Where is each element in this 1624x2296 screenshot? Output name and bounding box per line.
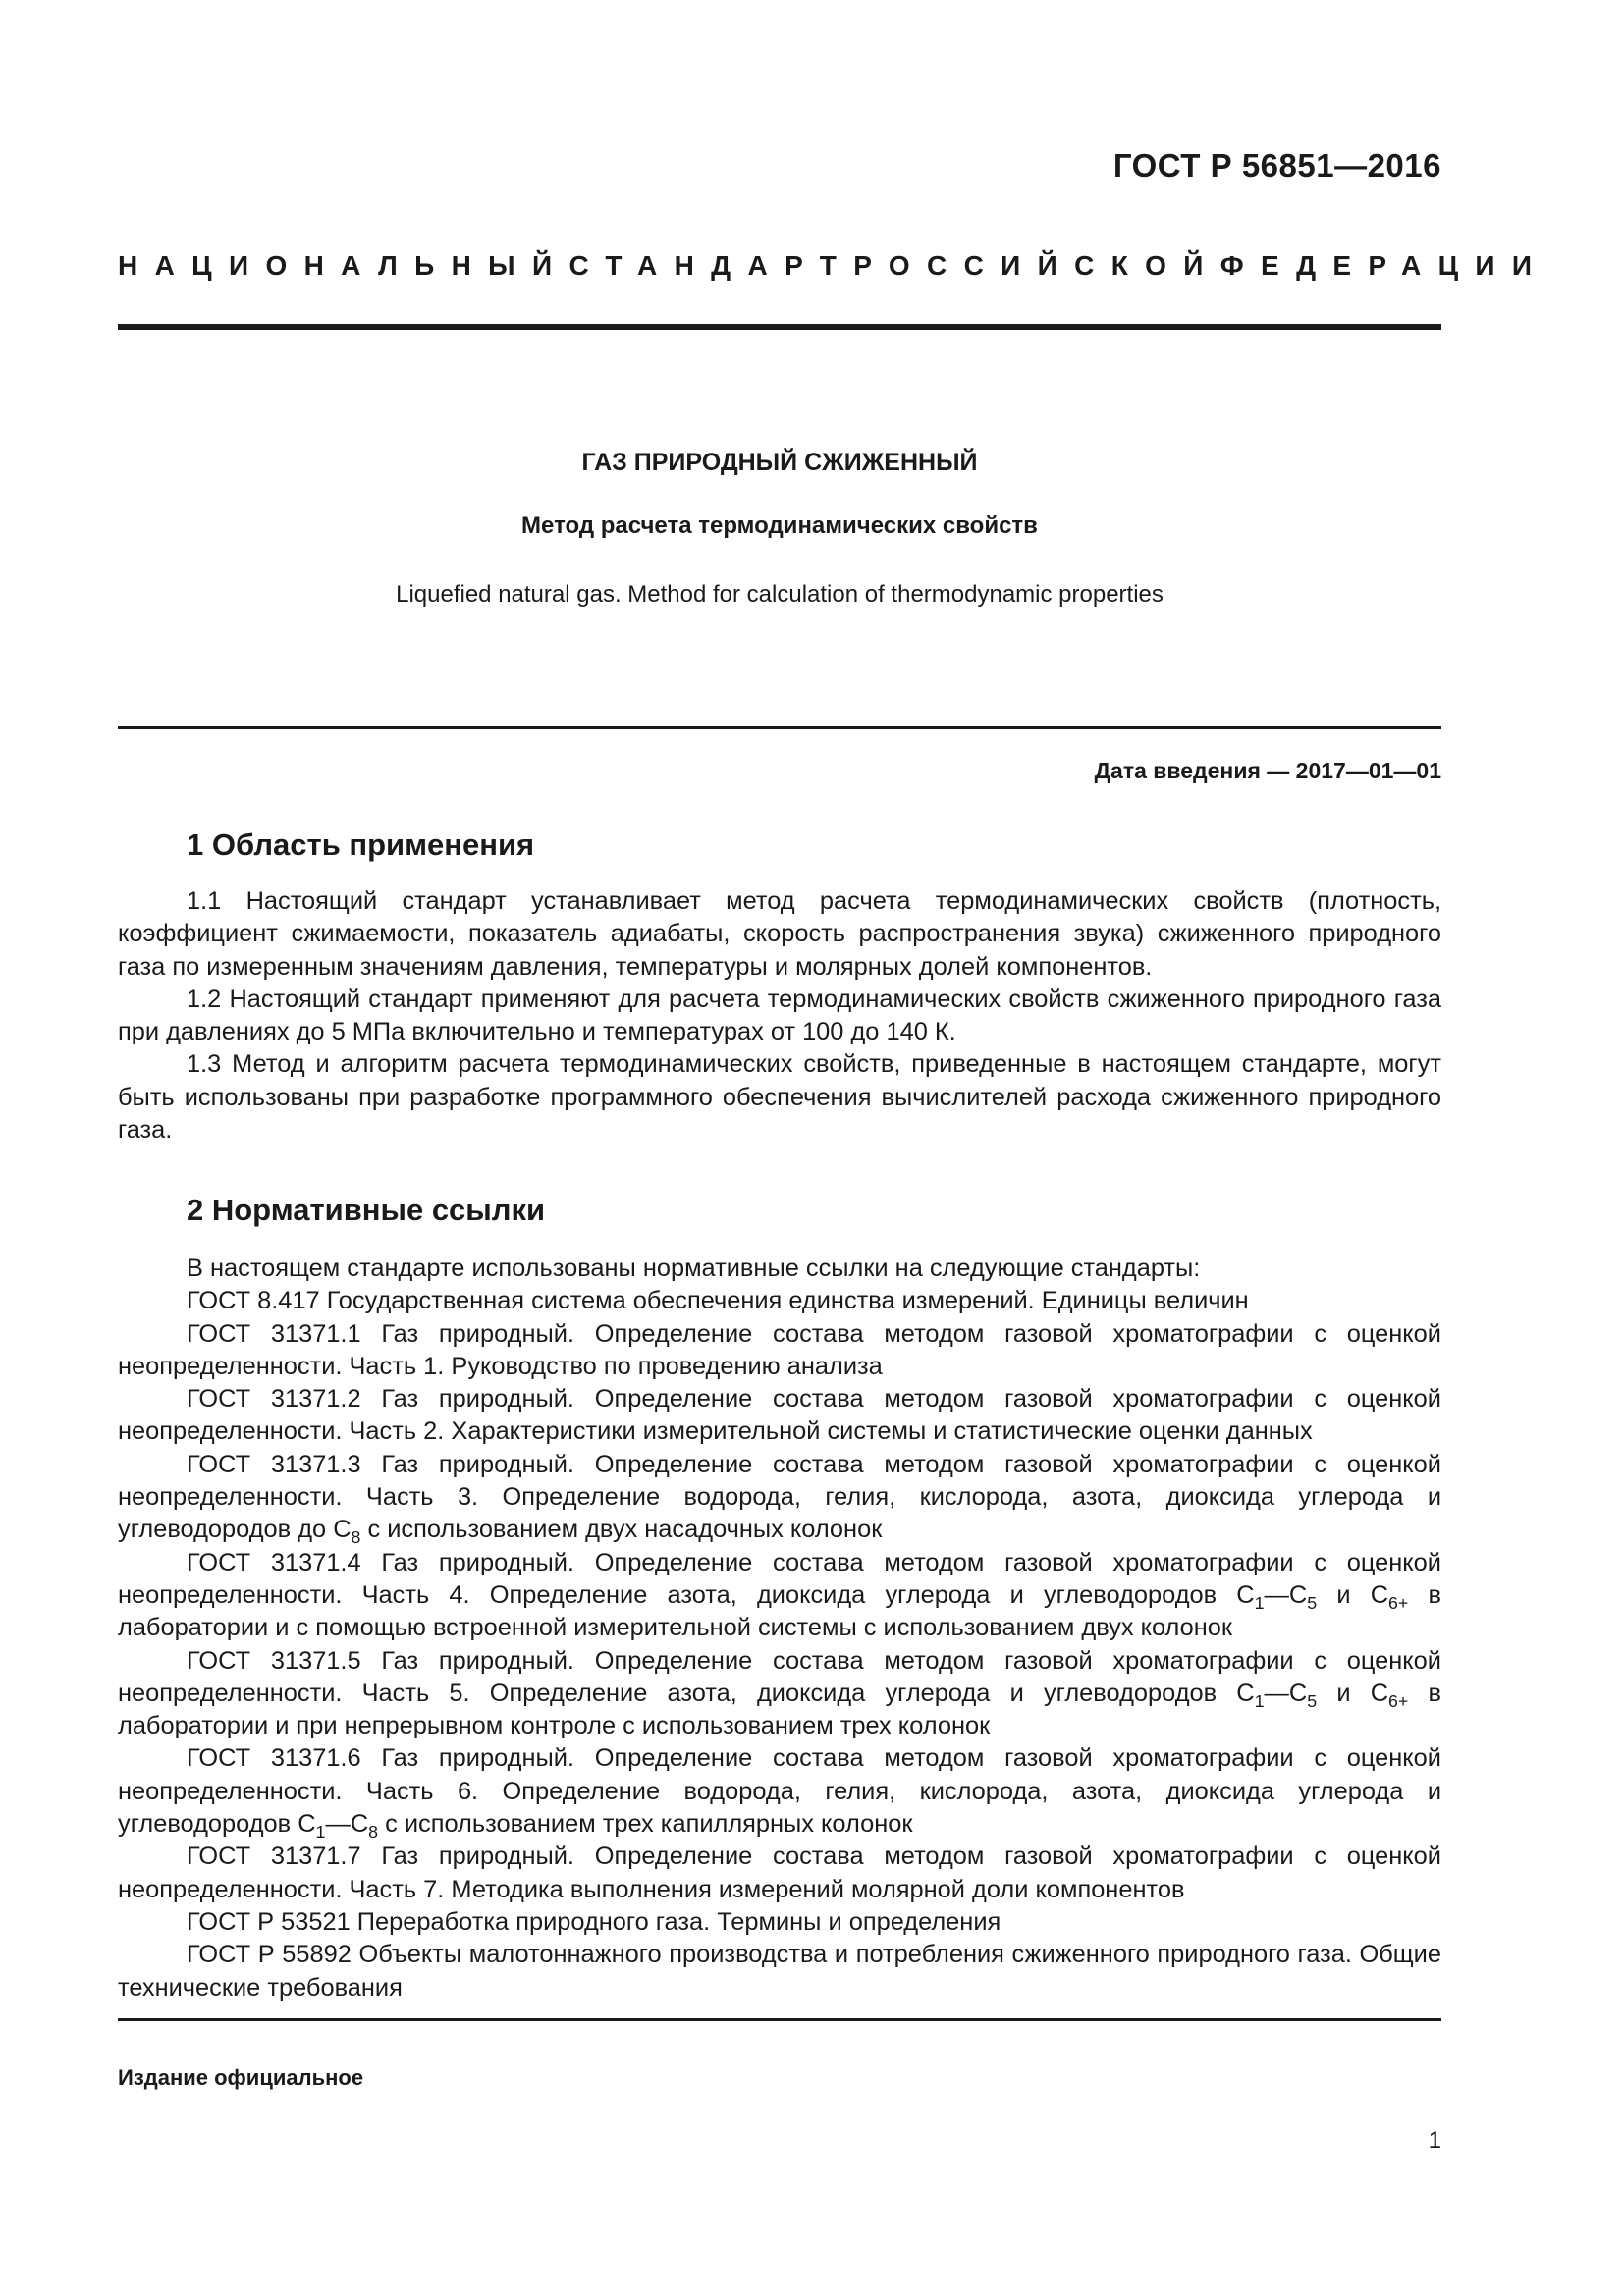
section-1-body (118, 885, 1441, 1147)
edition-label: Издание официальное (118, 2065, 364, 2090)
reference-item: ГОСТ 31371.6 Газ природный. Определение состава методом газовой хроматографии с оценкой неопределенности. Часть 6. Определение водорода, гелия, кислорода, азота, диоксида углерода и углеводородов $C_1—C_8$ с использованием трех капиллярных колонок (118, 1744, 1441, 1842)
national-standard-word: РОССИЙСКОЙ (853, 250, 1220, 281)
national-standard-word: ФЕДЕРАЦИИ (1219, 250, 1549, 281)
reference-item: ГОСТ 31371.5 Газ природный. Определение состава методом газовой хроматографии с оценкой неопределенности. Часть 5. Определение азота, диоксида углерода и углеводородов $C_1—C_5$ и $C_{6+}$ в лаборатории и при непрерывном контроле с использованием трех колонок (118, 1646, 1441, 1740)
reference-item: ГОСТ 31371.2 Газ природный. Определение состава методом газовой хроматографии с оценкой неопределенности. Часть 2. Характеристики измерительной системы и статистические оценки данных (118, 1385, 1441, 1446)
paragraph-1-2: 1.2 Настоящий стандарт применяют для расчета термодинамических свойств сжиженного природного газа при давлениях до 5 МПа включительно и температурах от 100 до 140 К. (118, 985, 1441, 1046)
section-2-heading: 2 Нормативные ссылки (187, 1193, 546, 1227)
national-standard-word: НАЦИОНАЛЬНЫЙ (118, 250, 569, 281)
paragraph-1-3: 1.3 Метод и алгоритм расчета термодинамических свойств, приведенные в настоящем стандарте, могут быть использованы при разработке программного обеспечения вычислителей расхода сжиженного природного газа. (118, 1050, 1441, 1145)
doc-subtitle: Метод расчета термодинамических свойств (521, 512, 1038, 539)
gost-designation: ГОСТ Р 56851—2016 (1112, 147, 1441, 184)
doc-english-title: Liquefied natural gas. Method for calculation of thermodynamic properties (396, 581, 1164, 608)
reference-item: ГОСТ 31371.7 Газ природный. Определение состава методом газовой хроматографии с оценкой неопределенности. Часть 7. Методика выполнения измерений молярной доли компонентов (118, 1842, 1441, 1903)
reference-item: ГОСТ Р 55892 Объекты малотоннажного производства и потребления сжиженного природного газа. Общие технические требования (118, 1941, 1441, 2002)
reference-item: ГОСТ 31371.1 Газ природный. Определение состава методом газовой хроматографии с оценкой неопределенности. Часть 1. Руководство по проведению анализа (118, 1319, 1441, 1380)
bottom-rule (118, 2018, 1441, 2021)
national-standard-word: СТАНДАРТ (568, 250, 854, 281)
page-number: 1 (1428, 2127, 1441, 2154)
reference-item: ГОСТ 31371.3 Газ природный. Определение состава методом газовой хроматографии с оценкой неопределенности. Часть 3. Определение водорода, гелия, кислорода, азота, диоксида углерода и углеводородов до $C_8$ с использованием двух насадочных колонок (118, 1450, 1441, 1548)
section-1-heading: 1 Область применения (187, 828, 535, 862)
doc-title: ГАЗ ПРИРОДНЫЙ СЖИЖЕННЫЙ (581, 449, 978, 476)
intro-date: Дата введения — 2017—01—01 (1094, 758, 1441, 783)
top-rule (118, 324, 1441, 330)
mid-rule (118, 726, 1441, 729)
references-intro: В настоящем стандарте использованы нормативные ссылки на следующие стандарты: (187, 1255, 1201, 1282)
reference-item: ГОСТ 31371.4 Газ природный. Определение состава методом газовой хроматографии с оценкой неопределенности. Часть 4. Определение азота, диоксида углерода и углеводородов $C_1—C_5$ и $C_{6+}$ в лаборатории и с помощью встроенной измерительной системы с использованием двух колонок (118, 1548, 1441, 1642)
reference-item: ГОСТ Р 53521 Переработка природного газа. Термины и определения (187, 1907, 1001, 1936)
paragraph-1-1: 1.1 Настоящий стандарт устанавливает метод расчета термодинамических свойств (плотность, коэффициент сжимаемости, показатель адиабаты, скорость распространения звука) сжиженного природного газа по измеренным значениям давления, температуры и молярных долей компонентов. (118, 887, 1441, 981)
reference-item: ГОСТ 8.417 Государственная система обеспечения единства измерений. Единицы величин (187, 1287, 1249, 1315)
national-standard-title (118, 250, 1549, 282)
section-2-body (118, 1253, 1441, 2004)
